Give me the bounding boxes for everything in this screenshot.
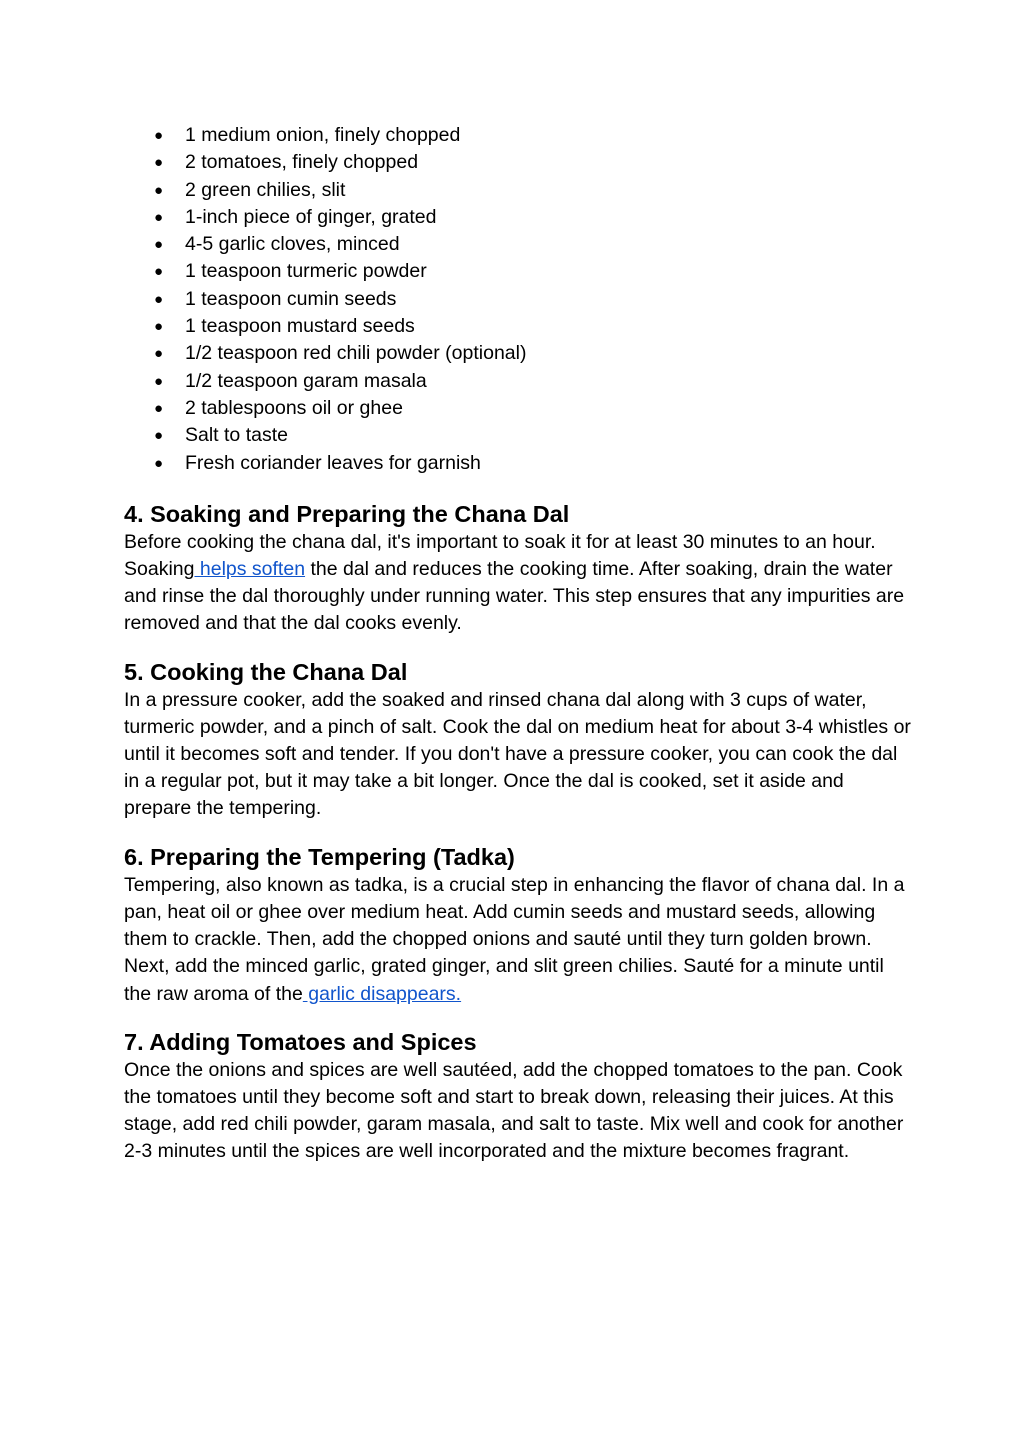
list-item <box>124 177 914 204</box>
list-item-text: 1 teaspoon turmeric powder <box>185 260 427 283</box>
paragraph-text: the dal and reduces the cooking time. After soaking, drain the water and rinse the dal thoroughly under running water. This step ensures that any impurities are removed and that the dal cooks evenly. <box>124 558 905 635</box>
section-tempering <box>124 842 914 1008</box>
bullet-icon: ● <box>154 399 164 417</box>
bullet-icon: ● <box>154 181 164 199</box>
list-item <box>124 450 914 477</box>
section-cooking <box>124 657 914 823</box>
bullet-icon: ● <box>154 290 164 308</box>
bullet-icon: ● <box>154 236 164 254</box>
bullet-icon: ● <box>154 345 164 363</box>
section-paragraph <box>124 529 914 638</box>
list-item-text: 4-5 garlic cloves, minced <box>185 233 400 256</box>
paragraph-text: Before cooking the chana dal, it's important to soak it for at least 30 minutes to an hour. Soaking <box>124 530 876 581</box>
list-item <box>124 122 914 149</box>
bullet-icon: ● <box>154 263 164 281</box>
section-paragraph: Once the onions and spices are well sautéed, add the chopped tomatoes to the pan. Cook the tomatoes until they become soft and start to break down, releasing their juices. At this stage, add red chili powder, garam masala, and salt to taste. Mix well and cook for another 2-3 minutes until the spices are well incorporated and the mixture becomes fragrant. <box>124 1058 904 1163</box>
list-item <box>124 231 914 258</box>
list-item-text: 2 tomatoes, finely chopped <box>185 151 419 174</box>
list-item-text: 1/2 teaspoon red chili powder (optional) <box>185 342 527 365</box>
list-item <box>124 204 914 231</box>
list-item <box>124 340 914 367</box>
list-item-text: 2 green chilies, slit <box>185 178 346 201</box>
list-item-text: Salt to taste <box>185 424 288 447</box>
list-item-text: 1 teaspoon mustard seeds <box>185 315 415 338</box>
list-item <box>124 149 914 176</box>
bullet-icon: ● <box>154 372 164 390</box>
list-item-text: 1-inch piece of ginger, grated <box>185 205 437 228</box>
bullet-icon: ● <box>154 208 164 226</box>
list-item-text: 1 medium onion, finely chopped <box>185 124 461 146</box>
section-tomatoes <box>124 1027 914 1166</box>
section-paragraph: In a pressure cooker, add the soaked and rinsed chana dal along with 3 cups of water, turmeric powder, and a pinch of salt. Cook the dal on medium heat for about 3-4 whistles or until it becomes soft and tender. If you don't have a pressure cooker, you can cook the dal in a regular pot, but it may take a bit longer. Once the dal is cooked, set it aside and prepare the tempering. <box>124 688 911 820</box>
section-soaking <box>124 499 914 638</box>
list-item <box>124 313 914 340</box>
list-item-text: 2 tablespoons oil or ghee <box>185 396 403 419</box>
section-heading: 5. Cooking the Chana Dal <box>124 658 408 685</box>
garlic-disappears-link[interactable]: garlic disappears. <box>302 982 462 1005</box>
paragraph-text: Tempering, also known as tadka, is a crucial step in enhancing the flavor of chana dal. In a pan, heat oil or ghee over medium heat. Add cumin seeds and mustard seeds, allowing them to crackle. Then, add the chopped onions and sauté until they turn golden brown. Next, add the minced garlic, grated ginger, and slit green chilies. Sauté for a minute until the raw aroma of the <box>124 873 905 1005</box>
list-item-text: 1/2 teaspoon garam masala <box>185 369 427 392</box>
section-heading: 4. Soaking and Preparing the Chana Dal <box>124 500 570 527</box>
bullet-icon: ● <box>154 427 164 445</box>
list-item-text: Fresh coriander leaves for garnish <box>185 451 481 474</box>
list-item <box>124 368 914 395</box>
helps-soften-link[interactable]: helps soften <box>194 558 306 581</box>
document-page <box>124 122 914 1166</box>
list-item-text: 1 teaspoon cumin seeds <box>185 287 397 310</box>
bullet-icon: ● <box>154 454 164 472</box>
bullet-icon: ● <box>154 154 164 172</box>
list-item <box>124 422 914 449</box>
section-heading: 7. Adding Tomatoes and Spices <box>124 1028 477 1055</box>
list-item <box>124 258 914 285</box>
section-paragraph <box>124 872 914 1008</box>
ingredients-list <box>124 122 914 477</box>
list-item <box>124 395 914 422</box>
bullet-icon: ● <box>154 127 164 144</box>
list-item <box>124 286 914 313</box>
bullet-icon: ● <box>154 318 164 336</box>
section-heading: 6. Preparing the Tempering (Tadka) <box>124 843 515 870</box>
